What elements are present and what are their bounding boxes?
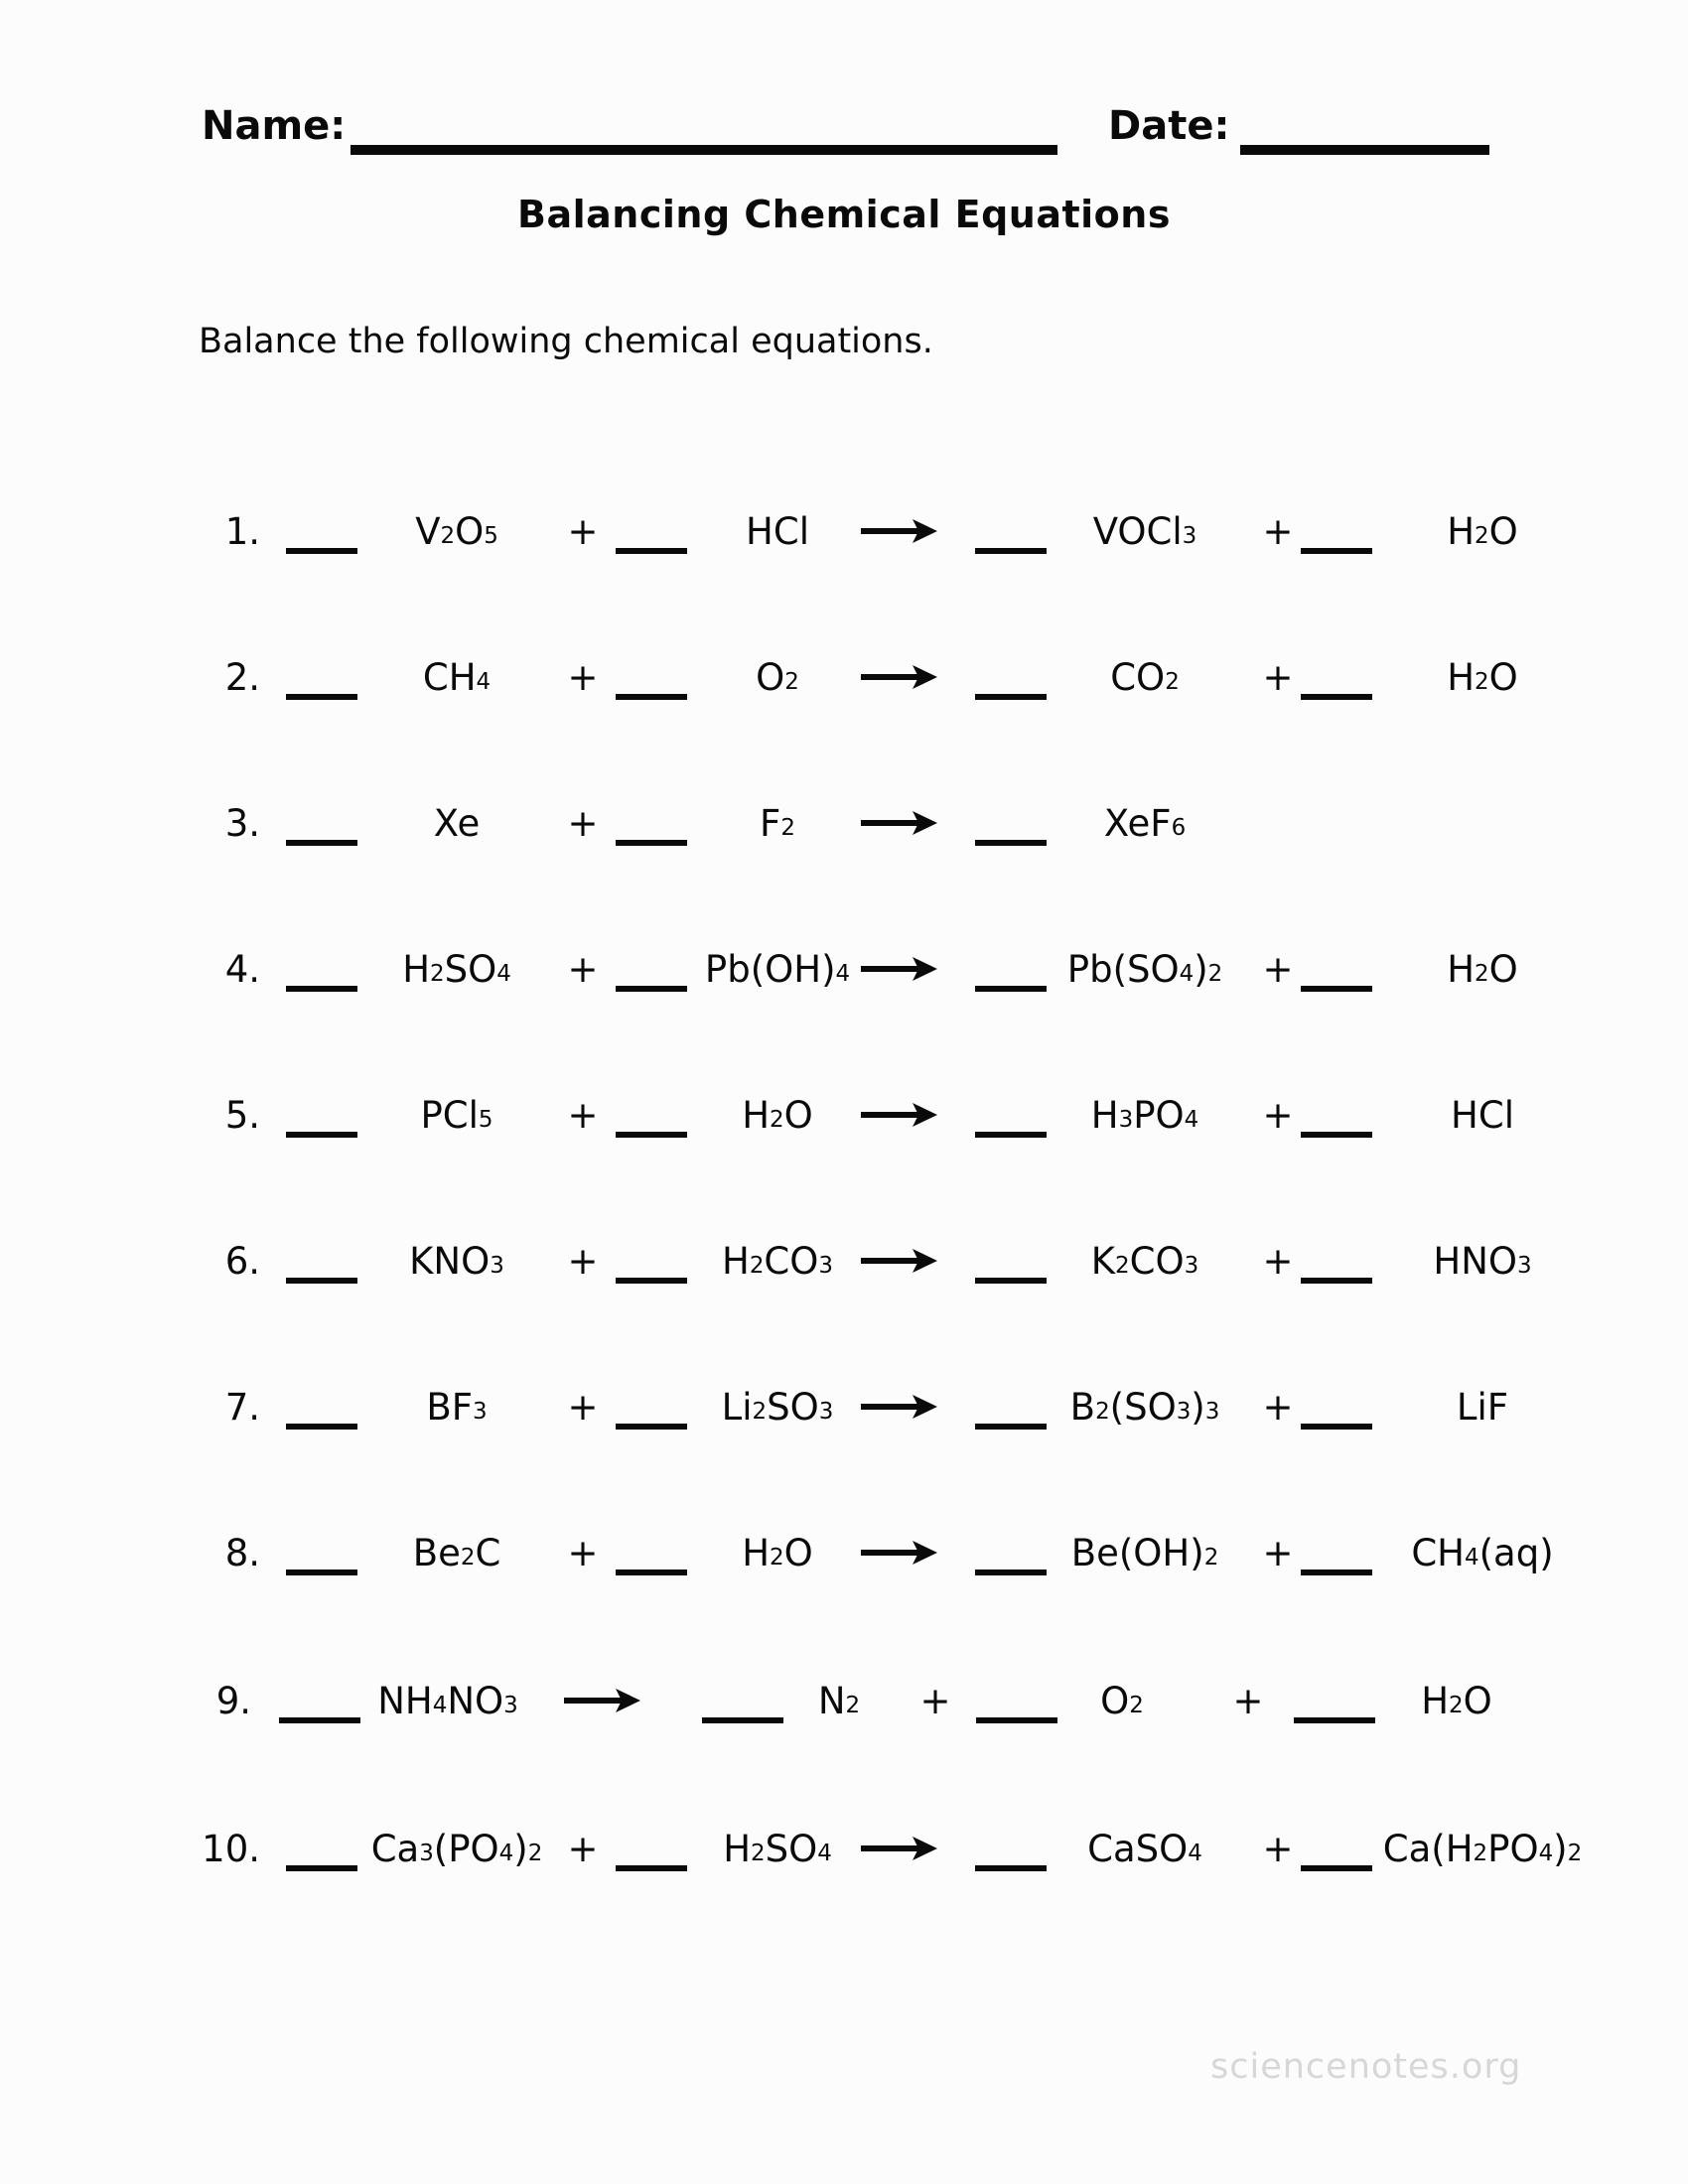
chemical-formula: Ca(H $_2$ PO $_4$ ) $_2$ <box>1382 1827 1583 1870</box>
coefficient-blank[interactable] <box>975 1570 1047 1575</box>
equation-row <box>0 1365 1688 1448</box>
coefficient-blank[interactable] <box>975 986 1047 992</box>
plus-sign: + <box>567 947 599 991</box>
coefficient-blank[interactable] <box>975 1132 1047 1138</box>
chemical-formula: F $_2$ <box>760 801 795 845</box>
chemical-formula: H $_3$ PO $_4$ <box>1090 1093 1199 1137</box>
chemical-formula: H $_2$ O <box>1421 1679 1492 1722</box>
coefficient-blank[interactable] <box>286 1424 357 1430</box>
coefficient-blank[interactable] <box>616 1132 687 1138</box>
plus-sign: + <box>567 1531 599 1574</box>
plus-sign: + <box>567 1827 599 1870</box>
chemical-formula: H $_2$ O <box>1447 655 1518 699</box>
chemical-formula: VOCl $_3$ <box>1092 509 1197 553</box>
plus-sign: + <box>919 1679 951 1722</box>
chemical-formula: H $_2$ SO $_4$ <box>402 947 511 991</box>
equation-number: 2. <box>224 655 260 699</box>
chemical-formula: XeF $_6$ <box>1103 801 1187 845</box>
plus-sign: + <box>567 1093 599 1137</box>
plus-sign: + <box>567 1239 599 1283</box>
right-arrow-icon <box>859 1219 938 1302</box>
right-arrow-icon <box>859 1365 938 1448</box>
plus-sign: + <box>567 801 599 845</box>
coefficient-blank[interactable] <box>286 1570 357 1575</box>
coefficient-blank[interactable] <box>616 1278 687 1284</box>
coefficient-blank[interactable] <box>1301 1424 1372 1430</box>
chemical-formula: CaSO $_4$ <box>1087 1827 1202 1870</box>
right-arrow-icon <box>859 489 938 573</box>
right-arrow-icon <box>562 1659 641 1742</box>
chemical-formula: Li $_2$ SO $_3$ <box>721 1385 834 1429</box>
coefficient-blank[interactable] <box>286 548 357 554</box>
plus-sign: + <box>1262 1385 1294 1429</box>
chemical-formula: H $_2$ SO $_4$ <box>723 1827 832 1870</box>
chemical-formula: Xe <box>433 801 481 845</box>
coefficient-blank[interactable] <box>975 694 1047 700</box>
chemical-formula: O $_2$ <box>1100 1679 1144 1722</box>
chemical-formula: H $_2$ O <box>742 1531 813 1574</box>
equation-row <box>0 1219 1688 1302</box>
coefficient-blank[interactable] <box>286 1132 357 1138</box>
plus-sign: + <box>1262 509 1294 553</box>
plus-sign: + <box>1262 655 1294 699</box>
plus-sign: + <box>567 655 599 699</box>
coefficient-blank[interactable] <box>616 840 687 846</box>
coefficient-blank[interactable] <box>616 986 687 992</box>
coefficient-blank[interactable] <box>975 840 1047 846</box>
chemical-formula: N $_2$ <box>817 1679 861 1722</box>
coefficient-blank[interactable] <box>1294 1717 1375 1723</box>
chemical-formula: LiF <box>1456 1385 1509 1429</box>
coefficient-blank[interactable] <box>1301 1132 1372 1138</box>
equation-number: 7. <box>224 1385 260 1429</box>
equation-number: 6. <box>224 1239 260 1283</box>
equation-row <box>0 1511 1688 1594</box>
plus-sign: + <box>1262 947 1294 991</box>
right-arrow-icon <box>859 781 938 865</box>
coefficient-blank[interactable] <box>975 548 1047 554</box>
coefficient-blank[interactable] <box>616 694 687 700</box>
equation-row <box>0 1659 1688 1742</box>
coefficient-blank[interactable] <box>1301 1865 1372 1871</box>
coefficient-blank[interactable] <box>975 1424 1047 1430</box>
equation-number: 3. <box>224 801 260 845</box>
coefficient-blank[interactable] <box>975 1278 1047 1284</box>
chemical-formula: CO $_2$ <box>1110 655 1180 699</box>
plus-sign: + <box>1262 1827 1294 1870</box>
plus-sign: + <box>1262 1531 1294 1574</box>
equation-row <box>0 489 1688 573</box>
right-arrow-icon <box>859 1807 938 1890</box>
equation-row <box>0 781 1688 865</box>
chemical-formula: Pb(SO $_4$ ) $_2$ <box>1066 947 1223 991</box>
coefficient-blank[interactable] <box>702 1717 783 1723</box>
page-title: Balancing Chemical Equations <box>517 193 1171 236</box>
chemical-formula: KNO $_3$ <box>409 1239 504 1283</box>
coefficient-blank[interactable] <box>286 840 357 846</box>
chemical-formula: K $_2$ CO $_3$ <box>1090 1239 1199 1283</box>
chemical-formula: BF $_3$ <box>426 1385 488 1429</box>
coefficient-blank[interactable] <box>286 1278 357 1284</box>
chemical-formula: PCl $_5$ <box>420 1093 493 1137</box>
coefficient-blank[interactable] <box>286 694 357 700</box>
right-arrow-icon <box>859 927 938 1011</box>
equation-row <box>0 635 1688 719</box>
plus-sign: + <box>1262 1093 1294 1137</box>
coefficient-blank[interactable] <box>1301 1278 1372 1284</box>
equation-number: 8. <box>224 1531 260 1574</box>
plus-sign: + <box>567 509 599 553</box>
coefficient-blank[interactable] <box>616 548 687 554</box>
chemical-formula: CH $_4$ (aq) <box>1411 1531 1554 1574</box>
coefficient-blank[interactable] <box>616 1424 687 1430</box>
equation-row <box>0 1073 1688 1157</box>
chemical-formula: H $_2$ O <box>1447 947 1518 991</box>
chemical-formula: Be $_2$ C <box>412 1531 501 1574</box>
coefficient-blank[interactable] <box>1301 548 1372 554</box>
coefficient-blank[interactable] <box>976 1717 1057 1723</box>
coefficient-blank[interactable] <box>279 1717 360 1723</box>
name-label: Name: <box>202 103 347 149</box>
chemical-formula: H $_2$ O <box>1447 509 1518 553</box>
chemical-formula: H $_2$ CO $_3$ <box>722 1239 833 1283</box>
chemical-formula: CH $_4$ <box>422 655 492 699</box>
equation-number: 9. <box>215 1679 251 1722</box>
equation-number: 1. <box>224 509 260 553</box>
equation-row <box>0 1807 1688 1890</box>
coefficient-blank[interactable] <box>1301 694 1372 700</box>
chemical-formula: Be(OH) $_2$ <box>1070 1531 1219 1574</box>
date-label: Date: <box>1108 103 1230 149</box>
chemical-formula: V $_2$ O $_5$ <box>415 509 498 553</box>
chemical-formula: HNO $_3$ <box>1433 1239 1532 1283</box>
chemical-formula: NH $_4$ NO $_3$ <box>377 1679 518 1722</box>
coefficient-blank[interactable] <box>1301 1570 1372 1575</box>
right-arrow-icon <box>859 635 938 719</box>
equation-number: 10. <box>202 1827 260 1870</box>
chemical-formula: Ca $_3$ (PO $_4$ ) $_2$ <box>370 1827 543 1870</box>
plus-sign: + <box>1232 1679 1264 1722</box>
chemical-formula: O $_2$ <box>756 655 799 699</box>
right-arrow-icon <box>859 1511 938 1594</box>
coefficient-blank[interactable] <box>286 1865 357 1871</box>
equation-number: 5. <box>224 1093 260 1137</box>
coefficient-blank[interactable] <box>975 1865 1047 1871</box>
plus-sign: + <box>567 1385 599 1429</box>
chemical-formula: H $_2$ O <box>742 1093 813 1137</box>
site-watermark: sciencenotes.org <box>1210 2047 1522 2087</box>
coefficient-blank[interactable] <box>1301 986 1372 992</box>
instruction-text: Balance the following chemical equations. <box>199 322 933 361</box>
chemical-formula: HCl <box>1451 1093 1514 1137</box>
coefficient-blank[interactable] <box>286 986 357 992</box>
plus-sign: + <box>1262 1239 1294 1283</box>
right-arrow-icon <box>859 1073 938 1157</box>
chemical-formula: HCl <box>746 509 809 553</box>
chemical-formula: Pb(OH) $_4$ <box>704 947 851 991</box>
chemical-formula: B $_2$ (SO $_3$ ) $_3$ <box>1069 1385 1220 1429</box>
coefficient-blank[interactable] <box>616 1570 687 1575</box>
equation-row <box>0 927 1688 1011</box>
equation-number: 4. <box>224 947 260 991</box>
coefficient-blank[interactable] <box>616 1865 687 1871</box>
